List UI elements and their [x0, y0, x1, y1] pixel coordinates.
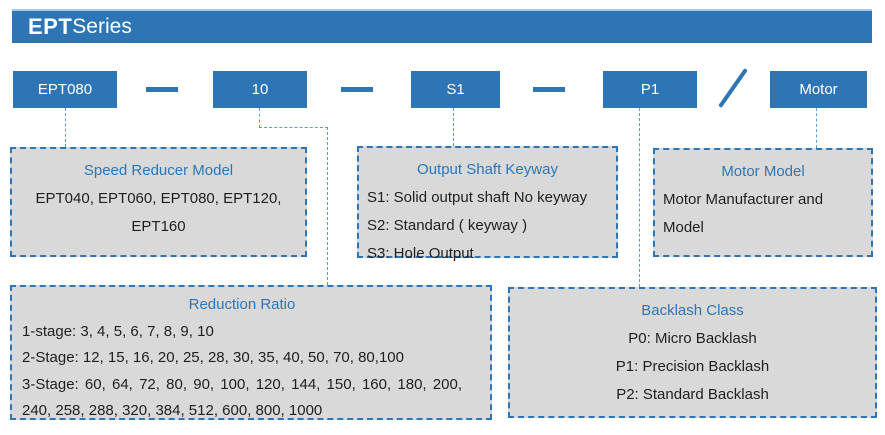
callout-reduction-ratio: [10, 285, 492, 420]
callout-line: S2: Standard ( keyway ): [367, 217, 528, 234]
series-header-bar: [12, 9, 872, 43]
leader-line-backlash: [639, 108, 640, 287]
code-segment-model: EPT080: [13, 71, 117, 108]
callout-backlash-class: [508, 287, 877, 418]
callout-title: Motor Model: [721, 163, 805, 180]
callout-line: P0: Micro Backlash: [628, 330, 757, 347]
callout-body: [655, 186, 871, 242]
dash-separator-icon: [533, 87, 565, 92]
callout-line: S3: Hole Output: [367, 245, 474, 262]
leader-line-ratio-drop: [259, 108, 260, 128]
series-name-rest: Series: [72, 15, 132, 38]
code-segment-keyway: S1: [411, 71, 500, 108]
callout-body: [22, 319, 462, 425]
slash-separator-icon: [718, 68, 748, 108]
callout-title: Output Shaft Keyway: [417, 161, 558, 178]
leader-line-keyway: [453, 108, 454, 146]
callout-title: Reduction Ratio: [188, 296, 296, 313]
callout-line: 1-stage: 3, 4, 5, 6, 7, 8, 9, 10: [22, 322, 214, 340]
dash-separator-icon: [146, 87, 178, 92]
callout-line: P2: Standard Backlash: [616, 386, 769, 403]
callout-line: Motor Manufacturer and: [663, 191, 824, 208]
leader-line-motor: [816, 108, 817, 148]
callout-line: Model: [663, 219, 704, 236]
callout-line: S1: Solid output shaft No keyway: [367, 189, 588, 206]
series-name-bold: EPT: [28, 14, 73, 39]
callout-body: [12, 185, 305, 241]
callout-output-shaft-keyway: [357, 146, 618, 262]
callout-body: [510, 325, 875, 409]
callout-title: Backlash Class: [641, 302, 744, 319]
callout-line: EPT160: [131, 218, 186, 235]
code-segment-ratio: 10: [213, 71, 307, 108]
code-segment-backlash: P1: [603, 71, 697, 108]
leader-line-model: [65, 108, 66, 147]
code-segment-motor: Motor: [770, 71, 867, 108]
callout-body: [359, 184, 616, 268]
callout-motor-model: [653, 148, 873, 257]
callout-title: Speed Reducer Model: [83, 162, 234, 179]
leader-line-ratio-elbow: [259, 127, 328, 128]
callout-line: EPT040, EPT060, EPT080, EPT120,: [35, 190, 282, 207]
dash-separator-icon: [341, 87, 373, 92]
callout-line: P1: Precision Backlash: [615, 358, 770, 375]
callout-line: 3-Stage: 60, 64, 72, 80, 90, 100, 120, 144, 150, 160, 180, 200, 240, 258, 288, 320, 384, 512, 600, 800, 1000: [22, 375, 462, 419]
callout-line: 2-Stage: 12, 15, 16, 20, 25, 28, 30, 35, 40, 50, 70, 80,100: [22, 349, 404, 366]
leader-line-ratio: [327, 127, 328, 285]
callout-speed-reducer-model: [10, 147, 307, 257]
